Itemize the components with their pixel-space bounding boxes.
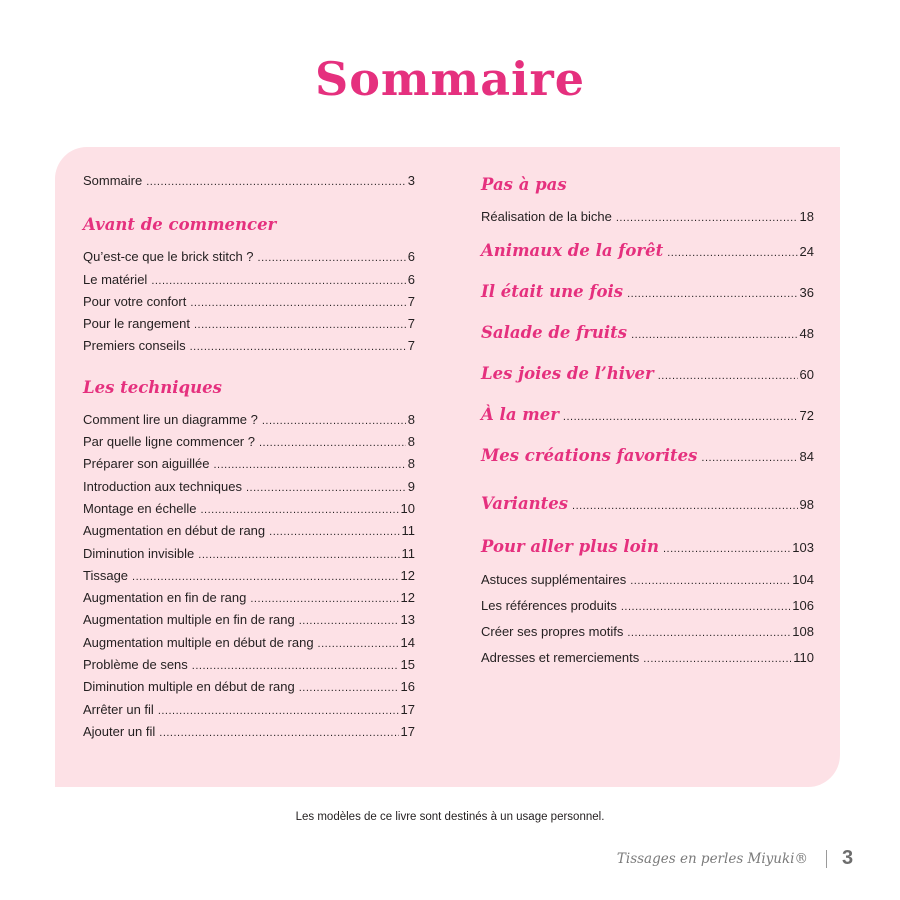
toc-entry[interactable] (83, 476, 415, 498)
toc-entry-page: 3 (407, 173, 415, 188)
dot-leader (299, 677, 399, 699)
toc-entry[interactable] (83, 699, 415, 721)
toc-entry[interactable] (83, 453, 415, 475)
chapter-entry[interactable] (481, 323, 814, 364)
page-title: Sommaire (314, 52, 586, 106)
toc-right-column (481, 170, 814, 671)
toc-entry-label: Augmentation multiple en début de rang (83, 634, 314, 650)
toc-entry-label: Augmentation en début de rang (83, 523, 266, 539)
chapter-page: 48 (799, 326, 814, 342)
dot-leader (192, 655, 399, 677)
chapter-entry[interactable] (481, 537, 814, 567)
toc-entry-page: 13 (400, 612, 415, 628)
toc-entry-label: Diminution multiple en début de rang (83, 679, 295, 695)
dot-leader (246, 477, 406, 499)
dot-leader (200, 499, 398, 521)
toc-entry-page: 104 (792, 572, 814, 588)
toc-entry-label: Diminution invisible (83, 545, 195, 561)
toc-entry-label: Préparer son aiguillée (83, 456, 210, 472)
toc-entry-label: Arrêter un fil (83, 701, 154, 717)
dot-leader (299, 610, 399, 632)
dot-leader (258, 247, 406, 269)
toc-entry-label: Pour votre confort (83, 293, 187, 309)
toc-entry-label: Premiers conseils (83, 338, 186, 354)
toc-entry[interactable] (481, 593, 814, 619)
toc-entry-label: Augmentation multiple en fin de rang (83, 612, 295, 628)
toc-entry-page: 15 (400, 657, 415, 673)
toc-entry-label: Problème de sens (83, 657, 188, 673)
chapter-page: 84 (799, 449, 814, 465)
toc-entry-page: 11 (401, 523, 415, 539)
dot-leader (190, 336, 406, 358)
dot-leader (158, 700, 399, 722)
toc-entry[interactable] (83, 632, 415, 654)
dot-leader (627, 620, 790, 646)
chapter-label: Variantes (481, 494, 569, 514)
chapter-label: Animaux de la forêt (481, 241, 664, 261)
toc-entry-page: 7 (407, 338, 415, 354)
toc-entry[interactable] (83, 246, 415, 268)
toc-entry[interactable] (83, 587, 415, 609)
footer-book-title: Tissages en perles Miyuki® (616, 851, 808, 867)
dot-leader (663, 543, 790, 555)
chapter-label: Les joies de l’hiver (481, 364, 654, 384)
section-heading-techniques: Les techniques (83, 377, 222, 397)
chapter-entry[interactable] (481, 494, 814, 537)
dot-leader (259, 432, 406, 454)
dot-leader (262, 410, 406, 432)
toc-entry-page: 14 (400, 634, 415, 650)
toc-entry[interactable] (83, 654, 415, 676)
chapter-page: 103 (792, 540, 814, 556)
toc-entry[interactable] (83, 409, 415, 431)
dot-leader (631, 329, 797, 341)
dot-leader (701, 452, 797, 464)
dot-leader (151, 270, 405, 292)
chapter-label: Salade de fruits (481, 323, 628, 343)
toc-entry[interactable] (83, 313, 415, 335)
chapter-label: Mes créations favorites (481, 446, 698, 466)
dot-leader (213, 454, 405, 476)
chapter-page: 72 (799, 408, 814, 424)
toc-entry-label: Augmentation en fin de rang (83, 590, 247, 606)
toc-entry[interactable] (83, 676, 415, 698)
footer-page-number: 3 (842, 847, 854, 869)
toc-entry-page: 8 (407, 411, 415, 427)
toc-entry[interactable] (83, 565, 415, 587)
dot-leader (194, 314, 406, 336)
toc-entry[interactable] (83, 498, 415, 520)
toc-entry-page: 17 (400, 701, 415, 717)
section-heading-pas-a-pas: Pas à pas (481, 175, 567, 194)
footer-divider (826, 850, 827, 868)
toc-entry-label: Créer ses propres motifs (481, 624, 624, 640)
toc-entry[interactable] (481, 567, 814, 593)
toc-entry-page: 8 (407, 456, 415, 472)
toc-entry-label: Les références produits (481, 598, 617, 614)
dot-leader (132, 566, 398, 588)
toc-entry[interactable] (83, 269, 415, 291)
dot-leader (250, 588, 398, 610)
dot-leader (318, 633, 399, 655)
toc-entry-page: 7 (407, 293, 415, 309)
usage-note: Les modèles de ce livre sont destinés à un usage personnel. (295, 811, 605, 823)
toc-entry-page: 12 (400, 567, 415, 583)
toc-entry-label: Tissage (83, 567, 129, 583)
chapter-entry[interactable] (481, 446, 814, 494)
dot-leader (190, 292, 405, 314)
toc-entry-label: Réalisation de la biche (481, 209, 612, 224)
toc-entry-page: 11 (401, 545, 415, 561)
dot-leader (630, 568, 790, 594)
toc-entry-label: Pour le rangement (83, 316, 190, 332)
toc-entry-page: 16 (400, 679, 415, 695)
toc-entry[interactable] (83, 543, 415, 565)
toc-entry[interactable] (481, 619, 814, 645)
toc-entry-label: Sommaire (83, 173, 143, 188)
dot-leader (667, 247, 797, 259)
chapter-entry[interactable] (481, 405, 814, 446)
toc-entry[interactable] (83, 335, 415, 357)
dot-leader (198, 544, 399, 566)
dot-leader (658, 370, 798, 382)
chapter-entry[interactable] (481, 282, 814, 323)
toc-entry-label: Astuces supplémentaires (481, 572, 627, 588)
toc-entry-page: 108 (792, 624, 814, 640)
dot-leader (643, 646, 791, 672)
toc-entry-page: 10 (400, 500, 415, 516)
chapter-page: 24 (799, 244, 814, 260)
section-heading-avant: Avant de commencer (83, 215, 277, 235)
chapter-label: Il était une fois (481, 282, 624, 302)
dot-leader (159, 722, 398, 744)
toc-entry-label: Le matériel (83, 271, 148, 287)
chapter-entry[interactable] (481, 364, 814, 405)
chapter-page: 98 (799, 497, 814, 513)
chapter-label: Pour aller plus loin (481, 537, 659, 557)
toc-entry-label: Introduction aux techniques (83, 478, 242, 494)
toc-entry-label: Adresses et remerciements (481, 650, 640, 666)
chapter-page: 36 (799, 285, 814, 301)
dot-leader (616, 207, 798, 229)
toc-entry[interactable] (83, 520, 415, 542)
toc-entry[interactable] (83, 431, 415, 453)
toc-entry-label: Montage en échelle (83, 500, 197, 516)
toc-entry[interactable] (83, 291, 415, 313)
dot-leader (572, 500, 797, 512)
toc-entry[interactable] (83, 609, 415, 631)
toc-entry[interactable] (83, 721, 415, 743)
toc-entry-page: 6 (407, 249, 415, 265)
toc-entry-page: 8 (407, 434, 415, 450)
toc-entry-page: 110 (793, 650, 814, 666)
toc-entry-label: Ajouter un fil (83, 723, 156, 739)
toc-entry-page: 7 (407, 316, 415, 332)
toc-entry-page: 18 (799, 209, 814, 224)
toc-entry-sommaire[interactable] (83, 170, 415, 192)
dot-leader (146, 171, 406, 193)
toc-entry-label: Comment lire un diagramme ? (83, 411, 258, 427)
toc-left-column (83, 170, 415, 743)
toc-entry[interactable] (481, 645, 814, 671)
toc-entry-page: 6 (407, 271, 415, 287)
dot-leader (627, 288, 797, 300)
chapter-entry[interactable] (481, 241, 814, 282)
toc-entry-page: 106 (792, 598, 814, 614)
dot-leader (563, 411, 798, 423)
chapter-label: À la mer (481, 405, 559, 425)
toc-entry[interactable] (481, 206, 814, 228)
toc-entry-label: Qu’est-ce que le brick stitch ? (83, 249, 254, 265)
dot-leader (269, 521, 399, 543)
toc-entry-page: 17 (400, 723, 415, 739)
dot-leader (621, 594, 790, 620)
chapter-page: 60 (799, 367, 814, 383)
toc-entry-page: 9 (407, 478, 415, 494)
toc-entry-page: 12 (400, 590, 415, 606)
toc-entry-label: Par quelle ligne commencer ? (83, 434, 255, 450)
